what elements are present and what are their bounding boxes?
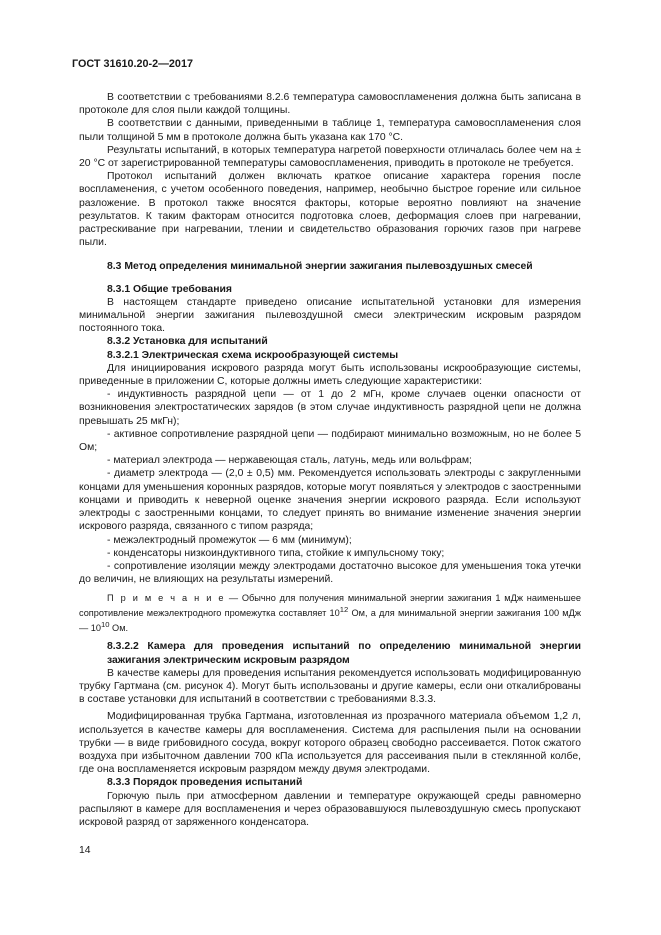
subsection-heading-8-3-1: 8.3.1 Общие требования — [107, 283, 232, 295]
paragraph: В соответствии с требованиями 8.2.6 температура самовоспламенения должна быть записана в протоколе для слоя пыли каждой толщины. — [79, 92, 581, 117]
section-heading-8-3: 8.3 Метод определения минимальной энергии зажигания пылевоздушных смесей — [107, 261, 533, 273]
list-item: - материал электрода — нержавеющая сталь, латунь, медь или вольфрам; — [107, 455, 472, 467]
paragraph: В настоящем стандарте приведено описание испытательной установки для измерения минимальной энергии зажигания пылевоздушной смеси электрическим искровым разрядом постоянного тока. — [79, 296, 581, 335]
page-number: 14 — [79, 845, 91, 856]
paragraph: В соответствии с данными, приведенными в таблице 1, температура самовоспламенения слоя пыли толщиной 5 мм в протоколе должна быть указана как 170 °С. — [79, 118, 581, 143]
note — [79, 592, 581, 634]
subsection-heading-8-3-2-1: 8.3.2.1 Электрическая схема искрообразующей системы — [107, 349, 399, 361]
note-text: Ом. — [109, 623, 129, 634]
list-item: - конденсаторы низкоиндуктивного типа, стойкие к импульсному току; — [107, 547, 445, 559]
document-header: ГОСТ 31610.20-2—2017 — [72, 58, 193, 70]
note-exponent: 10 — [100, 620, 110, 630]
paragraph: Горючую пыль при атмосферном давлении и температуре окружающей среды равномерно распыляют в камере для воспламенения и через образовавшуюся пылевоздушную смесь пропускают искровой разряд от заряженного конденсатора. — [79, 790, 581, 829]
document-body — [79, 91, 581, 829]
list-item: - межэлектродный промежуток — 6 мм (минимум); — [107, 534, 352, 546]
subsection-heading-8-3-3: 8.3.3 Порядок проведения испытаний — [107, 777, 303, 789]
paragraph: Для инициирования искрового разряда могут быть использованы искрообразующие системы, приведенные в приложении С, которые должны иметь следующие характеристики: — [79, 362, 581, 388]
note-text: — Обычно для получения минимальной энергии зажигания 1 мДж наименьшее сопротивление межэлектродного промежутка составляет 10 — [79, 593, 581, 619]
list-item: - сопротивление изоляции между электродами достаточно высокое для уменьшения тока утечки до величин, не влияющих на результаты измерений. — [79, 560, 581, 586]
note-label: П р и м е ч а н и е — [107, 593, 226, 604]
paragraph: В качестве камеры для проведения испытания рекомендуется использовать модифицированную трубку Гартмана (см. рисунок 4). Могут быть использованы и другие камеры, если они откалиброваны в составе установки для испытаний в соответствии с требованиями 8.3.3. — [79, 667, 581, 706]
list-item: - активное сопротивление разрядной цепи — подбирают минимально возможным, но не более 5 Ом; — [79, 428, 581, 454]
paragraph: Результаты испытаний, в которых температура нагретой поверхности отличалась более чем на ± 20 °С от зарегистрированной температуры самовоспламенения, приводить в протоколе не требуется. — [79, 144, 581, 170]
subsection-heading-8-3-2-2: 8.3.2.2 Камера для проведения испытаний по определению минимальной энергии зажигания электрическим искровым разрядом — [107, 641, 581, 666]
paragraph: Протокол испытаний должен включать краткое описание характера горения после воспламенения, с учетом особенного поведения, например, необычно быстрое горение или сильное разложение. В протокол также вносятся факторы, которые вероятно повлияют на значение результатов. К таким факторам относится подготовка слоев, деформация слоев при нагревании, растрескивание при нагревании, тлении и свидетельство образования горючих газов при нагреве пыли. — [79, 171, 581, 249]
paragraph: Модифицированная трубка Гартмана, изготовленная из прозрачного материала объемом 1,2 л, используется в качестве камеры для воспламенения. Система для распыления пыли на основании трубки — в виде грибовидного сосуда, вокруг которого образец свободно рассеивается. Поток сжатого воздуха при избыточном давлении 700 кПа используется для рассеивания пыли в стеклянной колбе, где она воспламеняется искровым разрядом между двумя электродами. — [79, 711, 581, 776]
note-exponent: 12 — [339, 605, 349, 615]
note-text: Ом, а для минимальной энергии зажигания 100 мДж — 10 — [79, 608, 581, 634]
subsection-heading-8-3-2: 8.3.2 Установка для испытаний — [107, 336, 268, 348]
list-item: - диаметр электрода — (2,0 ± 0,5) мм. Рекомендуется использовать электроды с закругленными концами для уменьшения коронных разрядов, которые могут появляться у электродов с заостренными концами и приводить к неверной оценке значения энергии искрового разряда. Если используют электроды с заостренными концами, то следует принять во внимание изменение значения энергии искрового разряда, связанного с типом разряда; — [79, 468, 581, 533]
list-item: - индуктивность разрядной цепи — от 1 до 2 мГн, кроме случаев оценки опасности от возникновения электростатических зарядов (в этом случае индуктивность разрядной цепи не должна превышать 25 мкГн); — [79, 389, 581, 427]
